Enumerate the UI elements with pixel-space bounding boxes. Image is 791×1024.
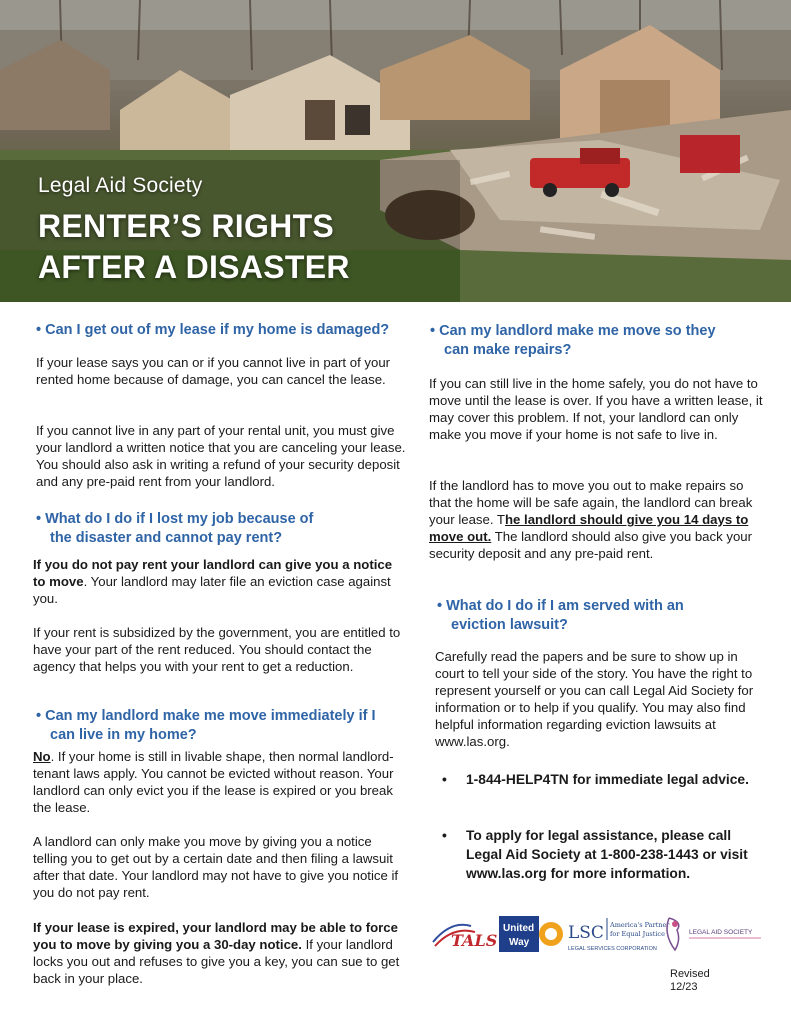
immediately-paragraph-3-bold: If your lease is expired, your landlord may be able to force you to move by giving you a 30-day notice. [33, 920, 398, 952]
job-paragraph-1-bold: If you do not pay rent your landlord can give you a notice to move [33, 557, 393, 589]
lease-paragraph-1: If your lease says you can or if you cannot live in part of your rented home because of damage, you can cancel the lease. [36, 355, 391, 387]
question-eviction-line2: eviction lawsuit? [451, 617, 568, 633]
question-immediately-line1: • Can my landlord make me move immediately if I [36, 708, 376, 724]
united-way-line2: Way [509, 937, 530, 948]
immediately-paragraph-1 [33, 748, 405, 816]
eviction-paragraph-1: Carefully read the papers and be sure to show up in court to tell your side of the story. You have the right to represent yourself or you can call Legal Aid Society for information or to help if you qualify. You may also find helpful information regarding eviction lawsuits at www.las.org. [435, 649, 754, 749]
question-job-line2: the disaster and cannot pay rent? [50, 530, 283, 546]
repairs-paragraph-1: If you can still live in the home safely, you do not have to move until the lease is over. If you have a written lease, it may cover this problem. If not, your landlord can only make you move if your home is not safe to live in. [429, 376, 763, 442]
lsc-subtitle: LEGAL SERVICES CORPORATION [568, 946, 657, 952]
contact-helpline-text: 1-844-HELP4TN for immediate legal advice. [466, 772, 749, 787]
org-name: Legal Aid Society [38, 174, 203, 197]
immediately-paragraph-1-rest: . If your home is still in livable shape, then normal landlord-tenant laws apply. You cannot be evicted without reason. Your landlord can only evict you if the lease is expired or you break the lease. [33, 749, 394, 815]
revised-value: 12/23 [670, 981, 698, 993]
repairs-paragraph-2-rest: The landlord should also give you back your security deposit and any pre-paid rent. [429, 529, 753, 561]
question-repairs-line1: • Can my landlord make me move so they [430, 323, 716, 339]
hero-banner [0, 0, 791, 302]
question-eviction [437, 597, 767, 635]
lsc-tagline-1: America's Partner [610, 921, 670, 929]
revised-label: Revised [670, 968, 710, 980]
las-text: LEGAL AID SOCIETY [689, 929, 753, 936]
no-answer: No [33, 749, 51, 764]
contact-apply-text: To apply for legal assistance, please call Legal Aid Society at 1-800-238-1443 or visit www.las.org for more information. [466, 828, 748, 881]
lease-paragraph-2: If you cannot live in any part of your rental unit, you must give your landlord a written notice that you are canceling your lease. You should also ask in writing a refund of your security deposit and any pre-paid rent from your landlord. [36, 423, 406, 489]
united-way-line1: United [503, 923, 535, 934]
page-title-line2: AFTER A DISASTER [38, 249, 350, 285]
bullet-dot: • [442, 828, 447, 843]
question-eviction-line1: • What do I do if I am served with an [437, 598, 684, 614]
question-immediately-line2: can live in my home? [50, 727, 197, 743]
united-way-logo [499, 916, 563, 952]
lsc-text: LSC [568, 923, 604, 943]
repairs-paragraph-2 [429, 477, 764, 562]
partner-logos [431, 912, 763, 954]
question-repairs-line2: can make repairs? [444, 342, 572, 358]
revised-date [670, 968, 710, 994]
job-paragraph-2: If your rent is subsidized by the government, you are entitled to have your part of the rent reduced. You should contact the agency that helps you with your rent to get a reduction. [33, 625, 401, 674]
repairs-14-days-notice: he landlord should give you 14 days to move out. [429, 512, 749, 544]
question-job [36, 510, 406, 548]
immediately-paragraph-3-rest: If your landlord locks you out and refuses to give you a key, you can sue to get back in your place. [33, 937, 400, 986]
repairs-paragraph-2-start: If the landlord has to move you out to make repairs so that the home will be safe again, the landlord can break your lease. T [429, 478, 753, 527]
bullet-dot: • [442, 772, 447, 787]
job-paragraph-1 [33, 556, 405, 607]
question-lease: • Can I get out of my lease if my home is damaged? [36, 322, 390, 338]
question-immediately [36, 707, 416, 745]
lsc-tagline-2: for Equal Justice [610, 930, 665, 938]
page-title-line1: RENTER’S RIGHTS [38, 208, 335, 244]
question-repairs [430, 322, 770, 360]
question-job-line1: • What do I do if I lost my job because of [36, 511, 314, 527]
lsc-logo [568, 918, 670, 952]
immediately-paragraph-2: A landlord can only make you move by giving you a notice telling you to get out by a certain date and then filing a lawsuit after that date. Your landlord may not have to give you notice if you do not pay rent. [33, 834, 399, 900]
immediately-paragraph-3 [33, 919, 405, 987]
contact-apply [442, 826, 756, 883]
tals-logo [433, 925, 497, 950]
job-paragraph-1-rest: . Your landlord may later file an eviction case against you. [33, 574, 391, 606]
contact-helpline [442, 770, 766, 789]
las-logo [667, 918, 761, 950]
tals-text: TALS [451, 931, 498, 950]
